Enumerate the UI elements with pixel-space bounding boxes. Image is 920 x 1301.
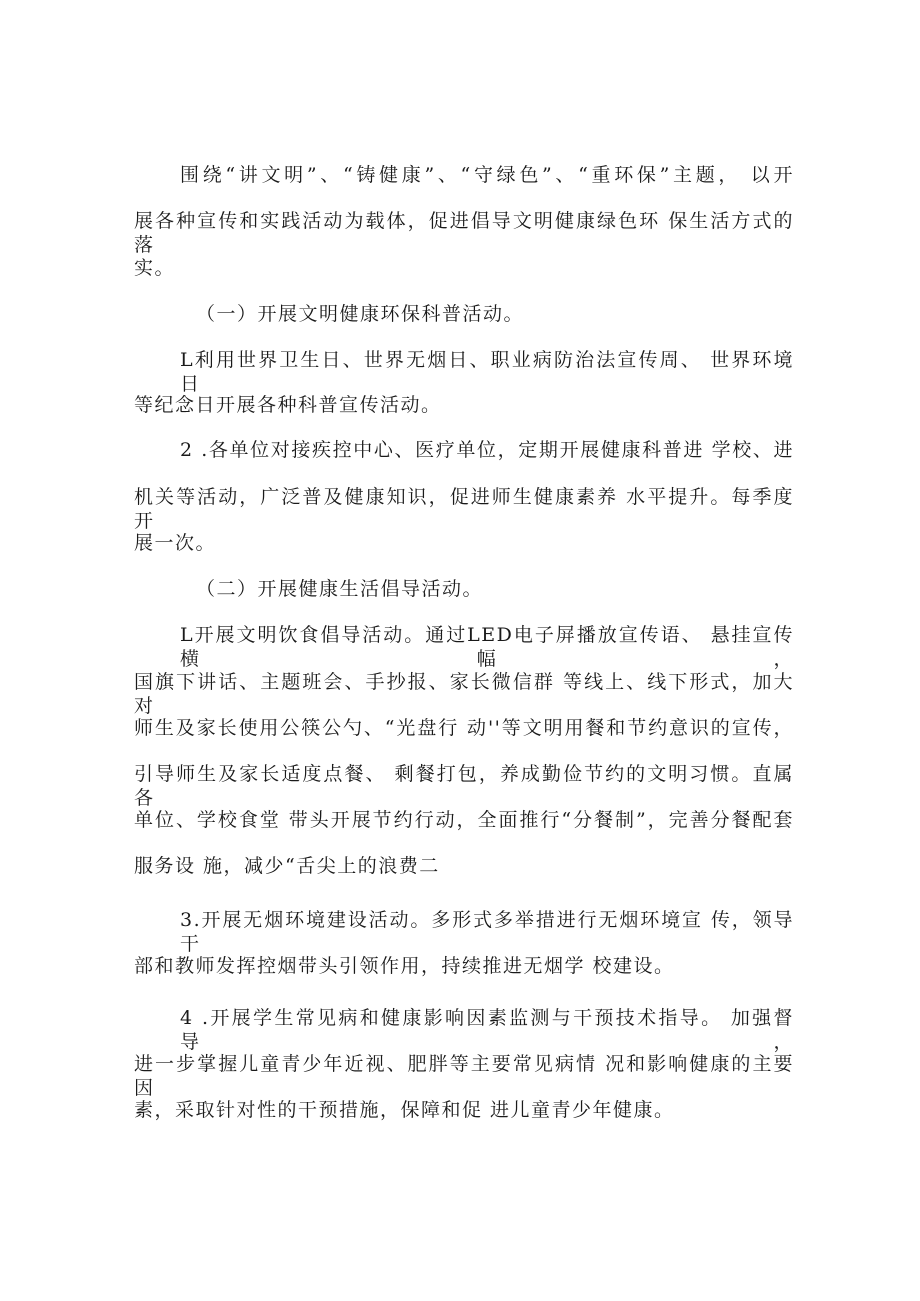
item-2-4-line-3: 素，采取针对性的干预措施，保障和促 进儿童青少年健康。 [134,1099,675,1121]
item-2-1-line-4: 引导师生及家长适度点餐、 剩餐打包，养成勤俭节约的文明习惯。直属各 [134,763,794,809]
item-1-1-line-2: 等纪念日开展各种科普宣传活动。 [134,394,442,416]
item-2-4-line-1: 4 .开展学生常见病和健康影响因素监测与干预技术指导。 加强督导， [180,1007,794,1053]
item-2-4-line-2: 进一步掌握儿童青少年近视、肥胖等主要常见病情 况和影响健康的主要因 [134,1053,794,1099]
item-1-2-line-1: 2 .各单位对接疾控中心、医疗单位，定期开展健康科普进 学校、进 [180,439,794,461]
item-2-1-line-1: L开展文明饮食倡导活动。通过LED电子屏播放宣传语、 悬挂宣传横幅， [180,624,794,670]
item-2-1-line-5: 单位、学校食堂 带头开展节约行动，全面推行“分餐制”，完善分餐配套 [134,809,794,831]
item-2-1-line-3: 师生及家长使用公筷公勺、“光盘行 动''等文明用餐和节约意识的宣传， [134,717,794,739]
paragraph-intro-line-2: 展各种宣传和实践活动为载体，促进倡导文明健康绿色环 保生活方式的落 [134,210,794,256]
item-1-1-line-1: L利用世界卫生日、世界无烟日、职业病防治法宣传周、 世界环境日 [180,349,794,395]
section-heading-2: （二）开展健康生活倡导活动。 [196,578,484,600]
item-2-1-line-2: 国旗下讲话、主题班会、手抄报、家长微信群 等线上、线下形式，加大对 [134,671,794,717]
item-1-2-line-2: 机关等活动，广泛普及健康知识，促进师生健康素养 水平提升。每季度开 [134,486,794,532]
section-heading-1: （一）开展文明健康环保科普活动。 [196,303,525,325]
paragraph-intro-line-3: 实。 [134,257,176,279]
item-1-2-line-3: 展一次。 [134,532,217,554]
item-2-1-line-6: 服务设 施，减少“舌尖上的浪费二 [134,855,440,877]
item-2-3-line-1: 3.开展无烟环境建设活动。多形式多举措进行无烟环境宣 传，领导干 [180,909,794,955]
item-2-3-line-2: 部和教师发挥控烟带头引领作用，持续推进无烟学 校建设。 [134,955,675,977]
paragraph-intro-line-1: 围绕“讲文明”、“铸健康”、“守绿色”、“重环保”主题， 以开 [180,164,794,186]
